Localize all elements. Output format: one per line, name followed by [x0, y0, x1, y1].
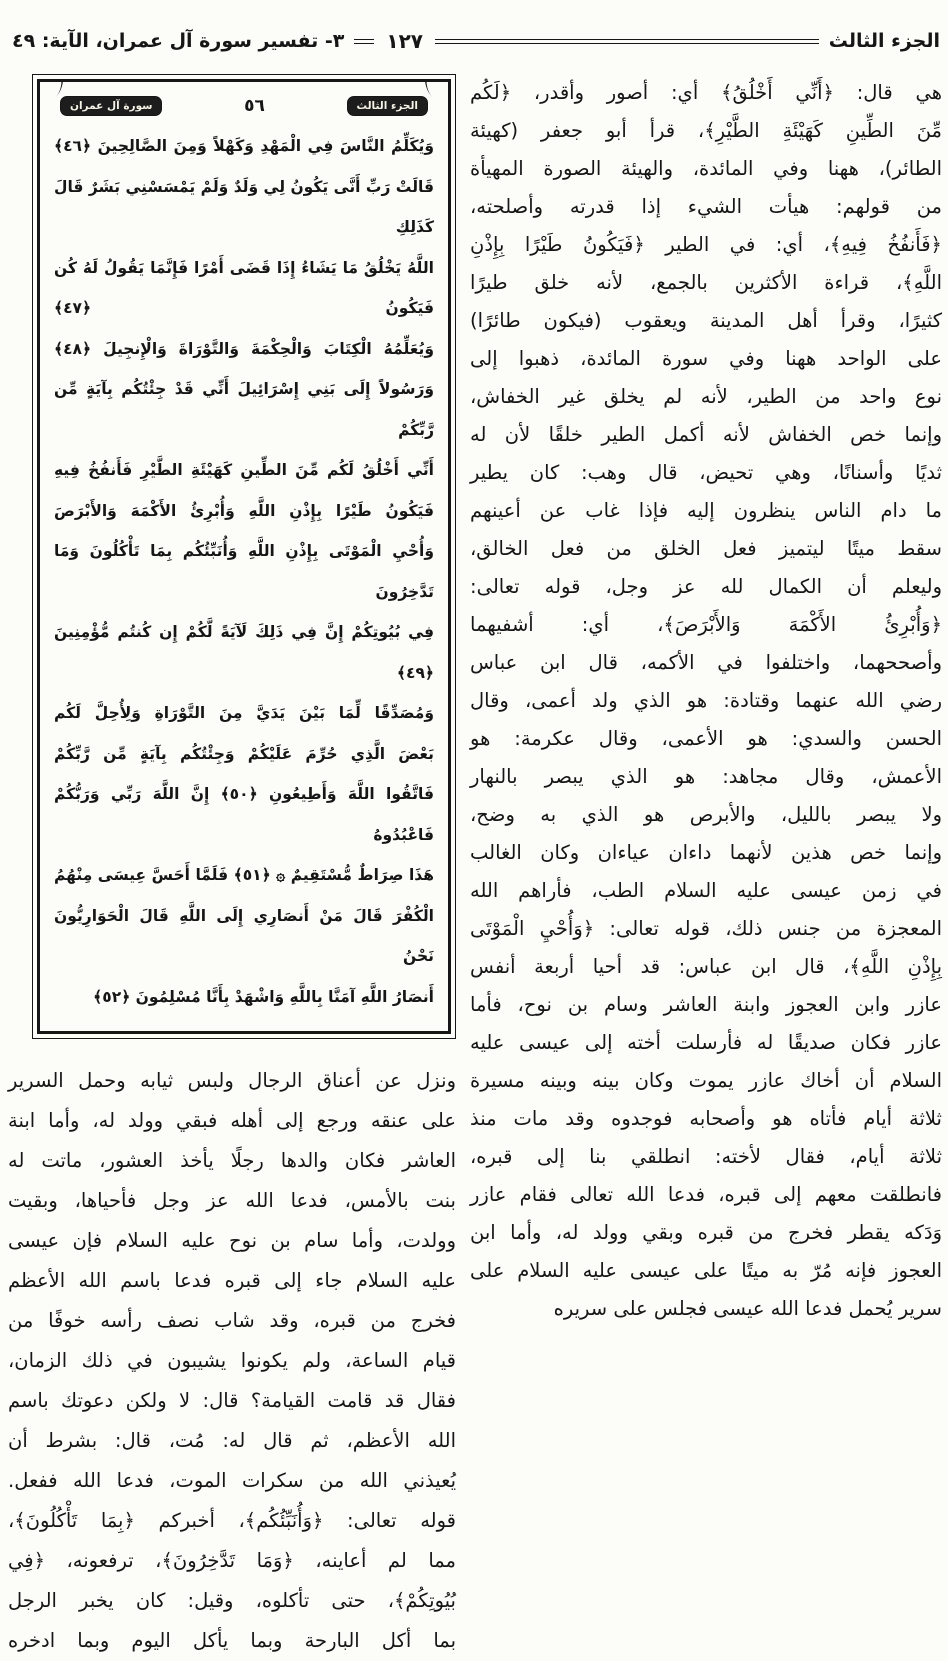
quran-verse-line: وَمُصَدِّقًا لِّمَا بَيْنَ يَدَيَّ مِنَ التَّوْرَاةِ وَلِأُحِلَّ لَكُم: [54, 704, 434, 722]
tafsir-line: ونزل عن أعناق الرجال ولبس ثيابه وحمل السرير: [8, 1069, 456, 1092]
tafsir-line: كثيرًا، وقرأ أهل المدينة ويعقوب (فيكون طائرًا): [470, 309, 942, 332]
tafsir-line: عازر فكان صديقًا له فأرسلت أخته إلى عيسى عليه: [470, 1031, 942, 1054]
tafsir-line: ﴿وَأُبْرِئُ الأَكْمَهَ وَالأَبْرَصَ﴾، أي: أشفيهما: [470, 613, 942, 636]
quran-page-header: [54, 90, 434, 122]
quran-verse-line: الْكُفْرَ قَالَ مَنْ أَنصَارِي إِلَى اللَّهِ قَالَ الْحَوَارِيُّونَ نَحْنُ: [54, 906, 434, 965]
tafsir-line: بُيُوتِكُمْ﴾، حتى تأكلوه، وقيل: كان يخبر الرجل: [8, 1589, 456, 1612]
tafsir-line: بما أكل البارحة وبما يأكل اليوم وبما ادخره: [8, 1629, 456, 1652]
juz-cartouche: الجزء الثالث: [347, 96, 429, 117]
running-head: [12, 24, 940, 58]
quran-verses: [54, 126, 434, 1017]
surah-cartouche: سورة آل عمران: [60, 96, 162, 117]
tafsir-line: سقط ميتًا ليتميز فعل الخلق من فعل الخالق،: [470, 537, 942, 560]
tafsir-line: الأعمش، وقال مجاهد: هو الذي يبصر بالنهار: [470, 765, 942, 788]
tafsir-line: ثلاثة أيام، فقال لأخته: انطلقي بنا إلى قبره،: [470, 1145, 942, 1168]
tafsir-line: من قولهم: هيأت الشيء إذا قدرته وأصلحته،: [470, 195, 942, 218]
quran-verse-line: اللَّهُ يَخْلُقُ مَا يَشَاءُ إِذَا قَضَى أَمْرًا فَإِنَّمَا يَقُولُ لَهُ كُن فَيَكُونُ ﴿٤٧﴾: [54, 258, 434, 317]
quran-verse-line: قَالَتْ رَبِّ أَنَّى يَكُونُ لِي وَلَدٌ وَلَمْ يَمْسَسْنِي بَشَرٌ قَالَ كَذَلِكِ: [54, 177, 434, 236]
quran-verse-line: أَنِّي أَخْلُقُ لَكُم مِّنَ الطِّينِ كَهَيْئَةِ الطَّيْرِ فَأَنفُخُ فِيهِ: [54, 461, 434, 479]
tafsir-line: الطائر)، ههنا وفي المائدة، والهيئة الصورة المهيأة: [470, 157, 942, 180]
quran-verse-line: وَرَسُولاً إِلَى بَنِي إِسْرَائِيلَ أَنِّي قَدْ جِئْتُكُم بِآيَةٍ مِّن رَّبِّكُمْ: [54, 380, 434, 439]
tafsir-bottom-left-column: [8, 1061, 456, 1661]
tafsir-line: يُعيذني الله من سكرات الموت، فدعا الله ففعل.: [8, 1469, 456, 1492]
quran-verse-line: وَأُحْيِ الْمَوْتَى بِإِذْنِ اللَّهِ وَأُنَبِّئُكُم بِمَا تَأْكُلُونَ وَمَا تَدَّخِرُونَ: [54, 542, 434, 601]
tafsir-line: ثديًا وأسنانًا، وهي تحيض، قال وهب: كان يطير: [470, 461, 942, 484]
tafsir-line: مِّنَ الطِّينِ كَهَيْئَةِ الطَّيْرِ﴾، قرأ أبو جعفر (كهيئة: [470, 119, 942, 142]
tafsir-line: سرير يُحمل فدعا الله عيسى فجلس على سريره: [553, 1297, 942, 1320]
quran-verse-line: أَنصَارُ اللَّهِ آمَنَّا بِاللَّهِ وَاشْهَدْ بِأَنَّا مُسْلِمُونَ ﴿٥٢﴾: [93, 987, 434, 1006]
tafsir-line: اللَّهِ﴾، قراءة الأكثرين بالجمع، لأنه خلق طيرًا: [470, 271, 942, 294]
tafsir-line: على الواحد ههنا وفي سورة المائدة، ذهبوا إلى: [470, 347, 942, 370]
tafsir-line: بنت بالأمس، فدعا الله عز وجل فأحياها، وبقيت: [8, 1189, 456, 1212]
tafsir-line: الله الأعظم، ثم قال له: مُت، قال: بشرط أن: [8, 1429, 456, 1452]
quran-verse-line: فَيَكُونُ طَيْرًا بِإِذْنِ اللَّهِ وَأُبْرِئُ الأَكْمَهَ وَالأَبْرَصَ: [54, 501, 434, 520]
tafsir-line: قوله تعالى: ﴿وَأُنَبِّئُكُم﴾، أخبركم ﴿بِمَا تَأْكُلُونَ﴾،: [8, 1509, 456, 1532]
tafsir-line: بِإِذْنِ اللَّهِ﴾، قال ابن عباس: قد أحيا أربعة أنفس: [470, 955, 942, 978]
quran-verse-line: وَيُكَلِّمُ النَّاسَ فِي الْمَهْدِ وَكَهْلاً وَمِنَ الصَّالِحِينَ ﴿٤٦﴾: [54, 137, 434, 155]
page-number: ١٢٧: [386, 29, 423, 53]
quran-verse-line: وَيُعَلِّمُهُ الْكِتَابَ وَالْحِكْمَةَ وَالتَّوْرَاةَ وَالْإِنجِيلَ ﴿٤٨﴾: [54, 339, 434, 358]
header-rule-right: [435, 39, 819, 44]
tafsir-right-column: [470, 74, 942, 1328]
tafsir-line: ولا يبصر بالليل، والأبرص هو الذي به وضح،: [470, 803, 942, 826]
quran-verse-line: فِي بُيُوتِكُمْ إِنَّ فِي ذَلِكَ لَآيَةً لَّكُمْ إِن كُنتُم مُّؤْمِنِينَ ﴿٤٩﴾: [54, 623, 434, 682]
quran-verse-line: فَاتَّقُوا اللَّهَ وَأَطِيعُونِ ﴿٥٠﴾ إِنَّ اللَّهَ رَبِّي وَرَبُّكُمْ فَاعْبُدُوهُ: [54, 785, 434, 844]
mushaf-page-number: ٥٦: [244, 96, 265, 116]
tafsir-line: وَدَكه يقطر فخرج من قبره وبقي وولد له، وأما ابن: [470, 1221, 942, 1244]
tafsir-line: ﴿فَأَنفُخُ فِيهِ﴾، أي: في الطير ﴿فَيَكُونُ طَيْرًا بِإِذْنِ: [470, 233, 942, 256]
tafsir-line: وولدت، وأما سام بن نوح عليه السلام فإن عيسى: [8, 1229, 456, 1252]
quran-page-inner-frame: [37, 79, 451, 1034]
juz-title: الجزء الثالث: [828, 30, 940, 52]
tafsir-line: قيام الساعة، ولم يكونوا يشيبون في ذلك الزمان،: [8, 1349, 456, 1372]
tafsir-line: فقال قد قامت القيامة؟ قال: لا ولكن دعوتك باسم: [8, 1389, 456, 1412]
tafsir-line: العاشر فكان والدها رجلًا يأخذ العشور، ماتت له: [8, 1149, 456, 1172]
tafsir-line: على عنقه ورجع إلى أهله فبقي وولد له، وأما ابنة: [8, 1109, 456, 1132]
tafsir-line: العجوز فإنه مُرّ به ميتًا على عيسى عليه السلام على: [470, 1259, 942, 1282]
tafsir-line: وليعلم أن الكمال لله عز وجل، قوله تعالى:: [470, 575, 942, 598]
tafsir-line: الحسن والسدي: هو الأعمى، وقال عكرمة: هو: [470, 727, 942, 750]
tafsir-line: رضي الله عنهما وقتادة: هو الذي ولد أعمى، وقال: [470, 689, 942, 712]
tafsir-line: وأصححهما، واختلفوا في الأكمه، قال ابن عباس: [470, 651, 942, 674]
tafsir-line: مما لم أعاينه، ﴿وَمَا تَدَّخِرُونَ﴾، ترفعونه، ﴿فِي: [8, 1549, 456, 1572]
tafsir-line: فخرج من قبره، وقد شاب نصف رأسه خوفًا من: [8, 1309, 456, 1332]
tafsir-line: في زمن عيسى عليه السلام الطب، فأراهم الله: [470, 879, 942, 902]
tafsir-line: المعجزة من جنس ذلك، قوله تعالى: ﴿وَأُحْيِ الْمَوْتَى: [470, 917, 942, 940]
tafsir-line: فانطلقت معهم إلى قبره، فدعا الله تعالى فقام عازر: [470, 1183, 942, 1206]
tafsir-line: ثلاثة أيام فأتاه هو وأصحابه فوجدوه وقد مات منذ: [470, 1107, 942, 1130]
quran-page-frame: [32, 74, 456, 1039]
quran-verse-line: بَعْضَ الَّذِي حُرِّمَ عَلَيْكُمْ وَجِئْتُكُم بِآيَةٍ مِّن رَّبِّكُمْ: [54, 744, 434, 763]
tafsir-line: وإنما خص هذين لأنهما داءان عياءان وكان الغالب: [470, 841, 942, 864]
tafsir-line: عليه السلام جاء إلى قبره فدعا باسم الله الأعظم: [8, 1269, 456, 1292]
tafsir-line: وإنما خص الخفاش لأنه أكمل الطير خلقًا لأن له: [470, 423, 942, 446]
chapter-title: ٣- تفسير سورة آل عمران، الآية: ٤٩: [12, 30, 345, 52]
tafsir-line: نوع واحد من الطير، لأنه لم يخلق غير الخفاش،: [470, 385, 942, 408]
quran-verse-line: هَذَا صِرَاطٌ مُّسْتَقِيمٌ ۞ ﴿٥١﴾ فَلَمَّا أَحَسَّ عِيسَى مِنْهُمُ: [54, 866, 434, 884]
header-rule-left: [354, 39, 374, 44]
left-column: [8, 74, 456, 1661]
tafsir-line: هي قال: ﴿أَنِّي أَخْلُقُ﴾ أي: أصور وأقدر، ﴿لَكُم: [470, 81, 942, 104]
tafsir-line: السلام أن أخاك عازر يموت وكان بينه وبينه مسيرة: [470, 1069, 942, 1092]
tafsir-line: ما دام الناس ينظرون إليه فإذا غاب عن أعينهم: [470, 499, 942, 522]
page-body: [8, 74, 942, 1661]
tafsir-line: عازر وابن العجوز وابنة العاشر وسام بن نوح، فأما: [470, 993, 942, 1016]
